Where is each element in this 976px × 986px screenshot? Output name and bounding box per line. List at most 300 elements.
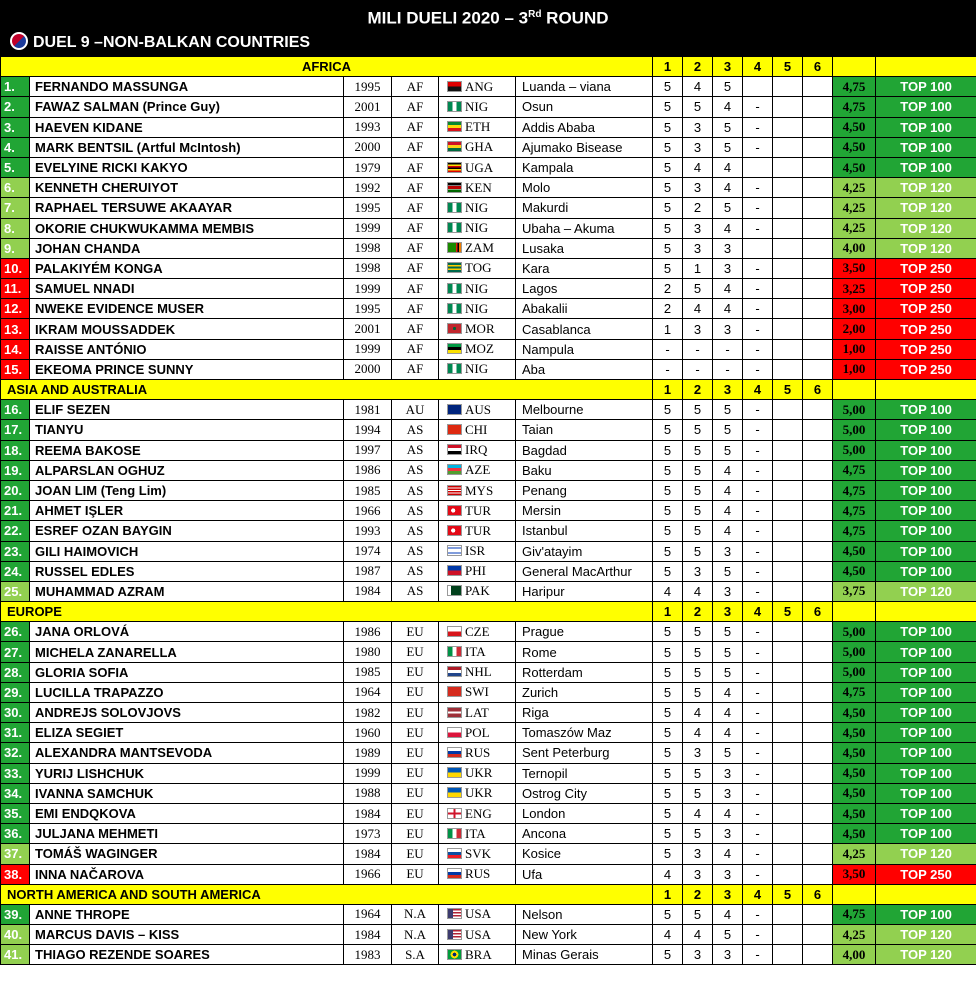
round-score-3: 5 <box>713 925 743 945</box>
nig-flag-icon <box>447 283 462 294</box>
average-score: 4,50 <box>833 137 876 157</box>
continent-code: AF <box>392 117 439 137</box>
participant-name: ELIZA SEGIET <box>30 723 344 743</box>
round-header-4: 4 <box>743 884 773 904</box>
continent-code: AS <box>392 420 439 440</box>
country-cell <box>439 480 516 500</box>
country-code: NIG <box>465 98 489 114</box>
round-score-4: - <box>743 137 773 157</box>
country-cell <box>439 723 516 743</box>
participant-name: TOMÁŠ WAGINGER <box>30 844 344 864</box>
continent-code: AF <box>392 77 439 97</box>
rank-number: 17. <box>1 420 30 440</box>
round-score-1: 5 <box>653 743 683 763</box>
rank-number: 3. <box>1 117 30 137</box>
irq-flag-icon <box>447 444 462 455</box>
round-score-1: 5 <box>653 178 683 198</box>
country-code: IRQ <box>465 442 488 458</box>
results-table <box>0 56 976 965</box>
round-score-5 <box>773 521 803 541</box>
rank-number: 15. <box>1 359 30 379</box>
round-score-2: 5 <box>683 400 713 420</box>
round-score-3: 5 <box>713 137 743 157</box>
title-superscript: Rd <box>528 9 542 20</box>
section-title: EUROPE <box>1 602 653 622</box>
participant-name: KENNETH CHERUIYOT <box>30 178 344 198</box>
rank-number: 18. <box>1 440 30 460</box>
zam-flag-icon <box>447 242 462 253</box>
round-score-6 <box>803 117 833 137</box>
birth-year: 1984 <box>344 581 392 601</box>
average-score: 4,50 <box>833 723 876 743</box>
round-score-6 <box>803 501 833 521</box>
round-score-5 <box>773 864 803 884</box>
round-score-3: 4 <box>713 904 743 924</box>
mili-dueli-logo-icon <box>10 32 28 50</box>
round-score-6 <box>803 662 833 682</box>
country-cell <box>439 319 516 339</box>
country-code: POL <box>465 724 490 740</box>
round-score-5 <box>773 460 803 480</box>
round-score-3: 4 <box>713 218 743 238</box>
category-header <box>876 57 976 77</box>
round-score-1: 2 <box>653 279 683 299</box>
table-row <box>1 97 976 117</box>
continent-code: AF <box>392 339 439 359</box>
average-score: 3,00 <box>833 299 876 319</box>
rank-number: 41. <box>1 945 30 965</box>
round-score-6 <box>803 864 833 884</box>
round-score-5 <box>773 743 803 763</box>
round-score-5 <box>773 622 803 642</box>
country-code: ITA <box>465 825 486 841</box>
rus-flag-icon <box>447 747 462 758</box>
continent-code: AF <box>392 238 439 258</box>
round-score-1: 4 <box>653 864 683 884</box>
round-score-5 <box>773 299 803 319</box>
country-code: LAT <box>465 704 489 720</box>
ranking-category: TOP 100 <box>876 703 976 723</box>
round-score-2: 4 <box>683 157 713 177</box>
round-score-2: 4 <box>683 703 713 723</box>
section-header-row <box>1 602 976 622</box>
participant-name: JANA ORLOVÁ <box>30 622 344 642</box>
round-score-5 <box>773 218 803 238</box>
country-cell <box>439 763 516 783</box>
average-score: 4,25 <box>833 178 876 198</box>
chi-flag-icon <box>447 424 462 435</box>
table-row <box>1 662 976 682</box>
ranking-category: TOP 120 <box>876 238 976 258</box>
table-row <box>1 904 976 924</box>
participant-name: MUHAMMAD AZRAM <box>30 581 344 601</box>
round-score-6 <box>803 824 833 844</box>
participant-name: RAPHAEL TERSUWE AKAAYAR <box>30 198 344 218</box>
average-score: 4,25 <box>833 844 876 864</box>
country-code: ANG <box>465 78 494 94</box>
country-cell <box>439 400 516 420</box>
average-score: 4,25 <box>833 198 876 218</box>
average-score: 4,50 <box>833 157 876 177</box>
participant-name: ALPARSLAN OGHUZ <box>30 460 344 480</box>
continent-code: AS <box>392 541 439 561</box>
average-score: 4,75 <box>833 682 876 702</box>
birth-year: 1966 <box>344 501 392 521</box>
participant-name: EVELYINE RICKI KAKYO <box>30 157 344 177</box>
rank-number: 38. <box>1 864 30 884</box>
table-row <box>1 763 976 783</box>
birth-year: 2000 <box>344 359 392 379</box>
round-score-5 <box>773 904 803 924</box>
round-score-5 <box>773 824 803 844</box>
table-row <box>1 359 976 379</box>
table-row <box>1 400 976 420</box>
ranking-category: TOP 100 <box>876 622 976 642</box>
country-cell <box>439 258 516 278</box>
country-cell <box>439 622 516 642</box>
round-score-2: 5 <box>683 763 713 783</box>
average-header <box>833 380 876 400</box>
round-score-2: 5 <box>683 622 713 642</box>
average-score: 1,00 <box>833 359 876 379</box>
country-code: ITA <box>465 644 486 660</box>
round-score-1: 5 <box>653 541 683 561</box>
country-code: MOR <box>465 321 495 337</box>
participant-name: LUCILLA TRAPAZZO <box>30 682 344 702</box>
average-score: 4,75 <box>833 460 876 480</box>
round-score-2: 5 <box>683 662 713 682</box>
ranking-category: TOP 250 <box>876 258 976 278</box>
round-score-4: - <box>743 279 773 299</box>
average-score: 4,75 <box>833 521 876 541</box>
round-score-4: - <box>743 97 773 117</box>
country-code: MOZ <box>465 341 494 357</box>
ranking-category: TOP 250 <box>876 319 976 339</box>
round-score-4: - <box>743 561 773 581</box>
country-cell <box>439 359 516 379</box>
round-score-2: 4 <box>683 723 713 743</box>
aus-flag-icon <box>447 404 462 415</box>
continent-code: AS <box>392 440 439 460</box>
continent-code: AF <box>392 279 439 299</box>
round-score-2: 5 <box>683 420 713 440</box>
continent-code: EU <box>392 642 439 662</box>
participant-name: THIAGO REZENDE SOARES <box>30 945 344 965</box>
continent-code: AF <box>392 178 439 198</box>
round-score-5 <box>773 157 803 177</box>
ken-flag-icon <box>447 182 462 193</box>
ang-flag-icon <box>447 81 462 92</box>
ranking-category: TOP 120 <box>876 178 976 198</box>
birth-year: 1993 <box>344 521 392 541</box>
table-row <box>1 581 976 601</box>
country-code: ENG <box>465 805 492 821</box>
round-header-6: 6 <box>803 380 833 400</box>
country-code: USA <box>465 906 492 922</box>
round-score-2: 5 <box>683 904 713 924</box>
round-score-1: 4 <box>653 581 683 601</box>
ranking-category: TOP 100 <box>876 400 976 420</box>
round-score-4: - <box>743 339 773 359</box>
round-score-5 <box>773 763 803 783</box>
city: General MacArthur <box>516 561 653 581</box>
ranking-category: TOP 120 <box>876 925 976 945</box>
round-score-4: - <box>743 178 773 198</box>
country-code: AUS <box>465 401 492 417</box>
participant-name: IVANNA SAMCHUK <box>30 783 344 803</box>
rank-number: 22. <box>1 521 30 541</box>
rank-number: 9. <box>1 238 30 258</box>
rank-number: 13. <box>1 319 30 339</box>
table-row <box>1 945 976 965</box>
participant-name: EKEOMA PRINCE SUNNY <box>30 359 344 379</box>
round-score-5 <box>773 238 803 258</box>
round-score-5 <box>773 703 803 723</box>
ranking-category: TOP 120 <box>876 581 976 601</box>
average-header <box>833 57 876 77</box>
round-score-4: - <box>743 864 773 884</box>
rank-number: 5. <box>1 157 30 177</box>
round-header-2: 2 <box>683 380 713 400</box>
round-score-3: 4 <box>713 521 743 541</box>
round-score-5 <box>773 420 803 440</box>
table-row <box>1 420 976 440</box>
round-score-2: 5 <box>683 279 713 299</box>
country-cell <box>439 783 516 803</box>
average-score: 4,50 <box>833 783 876 803</box>
city: Nampula <box>516 339 653 359</box>
city: Ancona <box>516 824 653 844</box>
average-score: 3,25 <box>833 279 876 299</box>
round-score-4: - <box>743 723 773 743</box>
round-score-3: 4 <box>713 480 743 500</box>
phi-flag-icon <box>447 565 462 576</box>
ranking-category: TOP 120 <box>876 844 976 864</box>
round-score-6 <box>803 541 833 561</box>
birth-year: 1985 <box>344 662 392 682</box>
rank-number: 23. <box>1 541 30 561</box>
participant-name: ANNE THROPE <box>30 904 344 924</box>
continent-code: AS <box>392 460 439 480</box>
continent-code: AF <box>392 198 439 218</box>
ranking-category: TOP 100 <box>876 763 976 783</box>
city: Istanbul <box>516 521 653 541</box>
table-row <box>1 743 976 763</box>
country-code: TUR <box>465 502 491 518</box>
country-cell <box>439 77 516 97</box>
city: Penang <box>516 480 653 500</box>
round-score-6 <box>803 440 833 460</box>
continent-code: AS <box>392 501 439 521</box>
category-header <box>876 380 976 400</box>
rank-number: 12. <box>1 299 30 319</box>
table-row <box>1 521 976 541</box>
round-header-5: 5 <box>773 57 803 77</box>
round-score-4: - <box>743 763 773 783</box>
round-score-2: 5 <box>683 783 713 803</box>
round-score-5 <box>773 682 803 702</box>
birth-year: 2000 <box>344 137 392 157</box>
birth-year: 1993 <box>344 117 392 137</box>
table-row <box>1 642 976 662</box>
round-score-6 <box>803 622 833 642</box>
country-cell <box>439 238 516 258</box>
ranking-category: TOP 100 <box>876 460 976 480</box>
participant-name: IKRAM MOUSSADDEK <box>30 319 344 339</box>
round-header-6: 6 <box>803 602 833 622</box>
continent-code: AF <box>392 319 439 339</box>
birth-year: 1999 <box>344 279 392 299</box>
rank-number: 27. <box>1 642 30 662</box>
continent-code: EU <box>392 824 439 844</box>
country-cell <box>439 97 516 117</box>
round-score-3: 5 <box>713 77 743 97</box>
mor-flag-icon <box>447 323 462 334</box>
round-score-3: 3 <box>713 864 743 884</box>
table-row <box>1 440 976 460</box>
table-row <box>1 864 976 884</box>
country-code: CZE <box>465 623 490 639</box>
participant-name: FAWAZ SALMAN (Prince Guy) <box>30 97 344 117</box>
round-score-6 <box>803 682 833 702</box>
round-score-6 <box>803 460 833 480</box>
average-score: 5,00 <box>833 400 876 420</box>
table-row <box>1 238 976 258</box>
continent-code: EU <box>392 844 439 864</box>
round-score-2: 4 <box>683 77 713 97</box>
round-score-6 <box>803 642 833 662</box>
participant-name: EMI ENDQKOVA <box>30 803 344 823</box>
round-score-3: 5 <box>713 420 743 440</box>
round-score-5 <box>773 319 803 339</box>
country-cell <box>439 945 516 965</box>
usa-flag-icon <box>447 908 462 919</box>
table-row <box>1 703 976 723</box>
round-score-6 <box>803 198 833 218</box>
table-row <box>1 723 976 743</box>
round-score-6 <box>803 299 833 319</box>
eth-flag-icon <box>447 121 462 132</box>
title-bar <box>0 0 976 30</box>
average-score: 4,50 <box>833 117 876 137</box>
rus-flag-icon <box>447 868 462 879</box>
average-score: 4,00 <box>833 945 876 965</box>
city: Makurdi <box>516 198 653 218</box>
country-cell <box>439 824 516 844</box>
rank-number: 36. <box>1 824 30 844</box>
nig-flag-icon <box>447 363 462 374</box>
round-score-1: 5 <box>653 480 683 500</box>
round-score-3: 3 <box>713 824 743 844</box>
participant-name: GLORIA SOFIA <box>30 662 344 682</box>
round-score-5 <box>773 77 803 97</box>
round-score-6 <box>803 581 833 601</box>
round-score-1: 5 <box>653 904 683 924</box>
round-score-1: 5 <box>653 662 683 682</box>
ranking-category: TOP 100 <box>876 561 976 581</box>
round-score-2: 3 <box>683 137 713 157</box>
round-score-3: 4 <box>713 157 743 177</box>
country-code: AZE <box>465 462 491 478</box>
round-score-4: - <box>743 218 773 238</box>
continent-code: AS <box>392 561 439 581</box>
round-score-5 <box>773 400 803 420</box>
round-score-2: 4 <box>683 925 713 945</box>
round-score-2: - <box>683 339 713 359</box>
ranking-category: TOP 100 <box>876 783 976 803</box>
country-code: NIG <box>465 220 489 236</box>
ranking-category: TOP 100 <box>876 803 976 823</box>
average-score: 5,00 <box>833 420 876 440</box>
birth-year: 1986 <box>344 622 392 642</box>
round-score-1: 5 <box>653 157 683 177</box>
round-score-6 <box>803 218 833 238</box>
cze-flag-icon <box>447 626 462 637</box>
birth-year: 1999 <box>344 339 392 359</box>
rank-number: 32. <box>1 743 30 763</box>
round-score-4: - <box>743 703 773 723</box>
round-score-4: - <box>743 440 773 460</box>
rank-number: 6. <box>1 178 30 198</box>
ranking-category: TOP 120 <box>876 198 976 218</box>
birth-year: 1964 <box>344 682 392 702</box>
average-score: 4,75 <box>833 97 876 117</box>
bra-flag-icon <box>447 949 462 960</box>
ranking-category: TOP 100 <box>876 521 976 541</box>
table-row <box>1 480 976 500</box>
category-header <box>876 884 976 904</box>
round-header-6: 6 <box>803 884 833 904</box>
rank-number: 21. <box>1 501 30 521</box>
continent-code: AF <box>392 137 439 157</box>
continent-code: N.A <box>392 925 439 945</box>
continent-code: EU <box>392 662 439 682</box>
round-score-4: - <box>743 581 773 601</box>
rank-number: 25. <box>1 581 30 601</box>
city: Lusaka <box>516 238 653 258</box>
birth-year: 1999 <box>344 763 392 783</box>
round-score-1: - <box>653 339 683 359</box>
city: Prague <box>516 622 653 642</box>
birth-year: 1973 <box>344 824 392 844</box>
city: Molo <box>516 178 653 198</box>
birth-year: 1985 <box>344 480 392 500</box>
round-score-6 <box>803 561 833 581</box>
section-title: AFRICA <box>1 57 653 77</box>
section-title: NORTH AMERICA AND SOUTH AMERICA <box>1 884 653 904</box>
country-code: NIG <box>465 199 489 215</box>
round-score-5 <box>773 642 803 662</box>
round-score-5 <box>773 723 803 743</box>
round-score-4: - <box>743 682 773 702</box>
continent-code: EU <box>392 723 439 743</box>
round-score-3: 4 <box>713 682 743 702</box>
city: Aba <box>516 359 653 379</box>
table-row <box>1 460 976 480</box>
round-score-6 <box>803 803 833 823</box>
rank-number: 8. <box>1 218 30 238</box>
rank-number: 33. <box>1 763 30 783</box>
round-score-5 <box>773 501 803 521</box>
round-score-2: 5 <box>683 521 713 541</box>
aze-flag-icon <box>447 464 462 475</box>
participant-name: REEMA BAKOSE <box>30 440 344 460</box>
round-score-6 <box>803 359 833 379</box>
country-code: SVK <box>465 845 492 861</box>
round-score-6 <box>803 844 833 864</box>
city: Giv'atayim <box>516 541 653 561</box>
round-score-4: - <box>743 198 773 218</box>
